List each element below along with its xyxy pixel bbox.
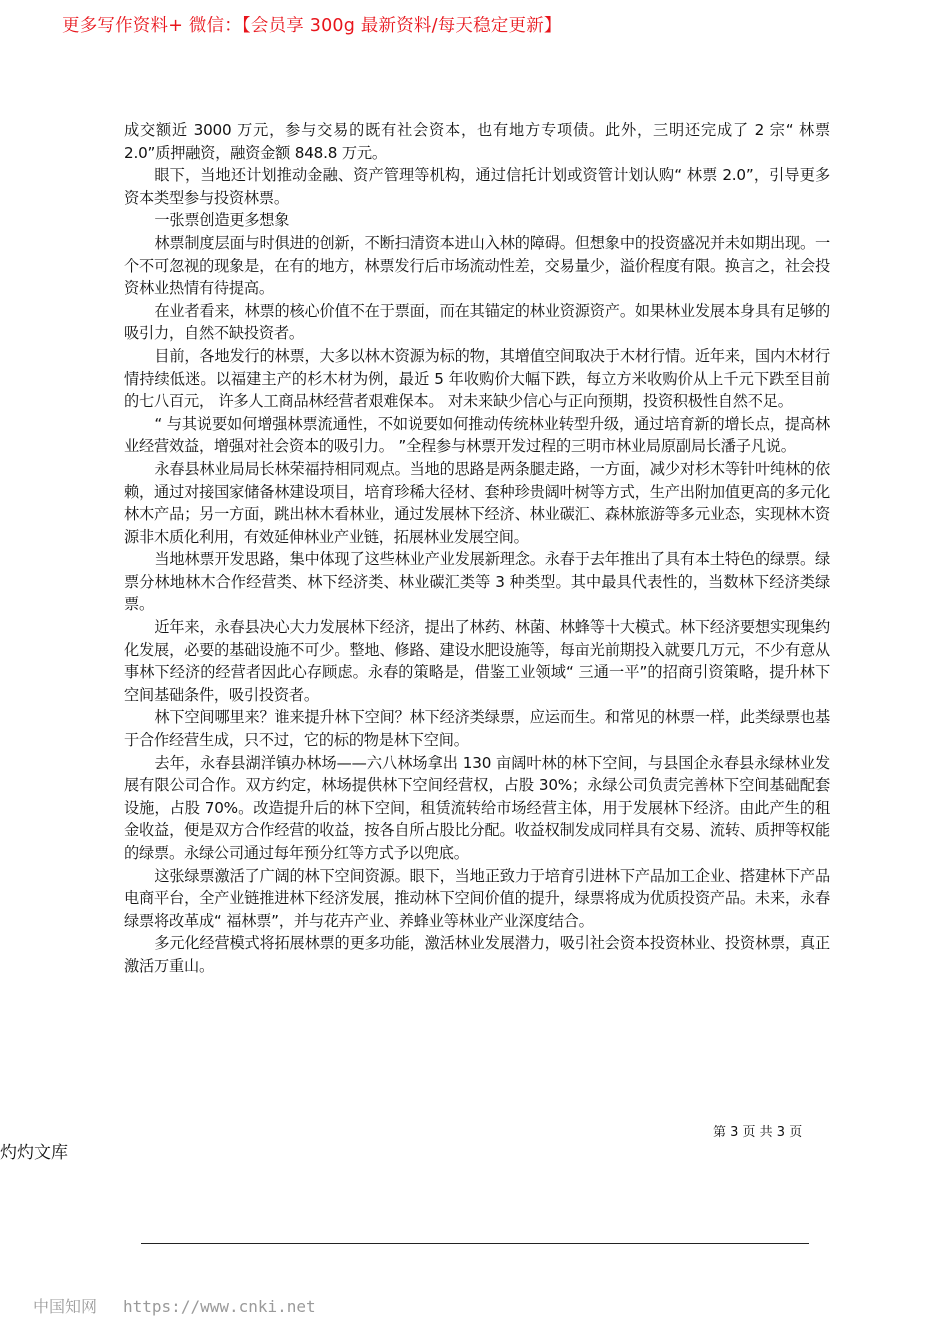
paragraph: 永春县林业局局长林荣福持相同观点。当地的思路是两条腿走路，一方面，减少对杉木等针叶纯林的依赖，通过对接国家储备林建设项目，培育珍稀大径材、套种珍贵阔叶树等方式，生产出附加值更高的多元化林木产品；另一方面，跳出林木看林业，通过发展林下经济、林业碳汇、森林旅游等多元业态，实现林木资源非木质化利用，有效延伸林业产业链，拓展林业发展空间。 — [124, 459, 830, 546]
section-heading: 一张票创造更多想象 — [154, 211, 290, 230]
page-indicator: 第 3 页 共 3 页 — [713, 1125, 803, 1140]
article-body — [124, 119, 830, 978]
paragraph: 这张绿票激活了广阔的林下空间资源。眼下，当地正致力于培育引进林下产品加工企业、搭建林下产品电商平台，全产业链推进林下经济发展，推动林下空间价值的提升，绿票将成为优质投资产品。未来，永春绿票将改革成“ 福林票”，并与花卉产业、养蜂业等林业产业深度结合。 — [124, 866, 830, 930]
library-name: 灼灼文库 — [0, 1143, 68, 1163]
paragraph: 多元化经营模式将拓展林票的更多功能，激活林业发展潜力，吸引社会资本投资林业、投资林票，真正激活万重山。 — [124, 934, 830, 975]
cnki-watermark — [33, 1294, 316, 1317]
paragraph: 眼下，当地还计划推动金融、资产管理等机构，通过信托计划或资管计划认购“ 林票 2.0”，引导更多资本类型参与投资林票。 — [124, 166, 830, 207]
paragraph: 成交额近 3000 万元，参与交易的既有社会资本，也有地方专项债。此外，三明还完成了 2 宗“ 林票 2.0”质押融资，融资金额 848.8 万元。 — [124, 121, 830, 162]
cnki-name: 中国知网 — [33, 1297, 98, 1316]
cnki-url: https://www.cnki.net — [123, 1297, 316, 1316]
promo-banner: 更多写作资料+ 微信：【会员享 300g 最新资料/每天稳定更新】 — [62, 16, 562, 36]
paragraph: 目前，各地发行的林票，大多以林木资源为标的物，其增值空间取决于木材行情。近年来，国内木材行情持续低迷。以福建主产的杉木材为例，最近 5 年收购价大幅下跌，每立方米收购价从上千元下跌至目前的七八百元， 许多人工商品林经营者艰难保本。 对未来缺少信心与正向预期，投资积极性自然不足。 — [124, 346, 830, 411]
paragraph: 林票制度层面与时俱进的创新，不断扫清资本进山入林的障碍。但想象中的投资盛况并未如期出现。一个不可忽视的现象是，在有的地方，林票发行后市场流动性差，交易量少，溢价程度有限。换言之，社会投资林业热情有待提高。 — [124, 233, 830, 298]
paragraph: 在业者看来，林票的核心价值不在于票面，而在其锚定的林业资源资产。如果林业发展本身具有足够的吸引力，自然不缺投资者。 — [124, 301, 830, 343]
footer-divider — [141, 1243, 809, 1244]
paragraph: 去年，永春县湖洋镇办林场——六八林场拿出 130 亩阔叶林的林下空间，与县国企永春县永绿林业发展有限公司合作。双方约定，林场提供林下空间经营权，占股 30%；永绿公司负责完善林下空间基础配套设施，占股 70%。改造提升后的林下空间，租赁流转给市场经营主体，用于发展林下经济。由此产生的租金收益，便是双方合作经营的收益，按各自所占股比分配。收益权制发成同样具有交易、流转、质押等权能的绿票。永绿公司通过每年预分红等方式予以兜底。 — [124, 753, 830, 862]
paragraph: 林下空间哪里来？谁来提升林下空间？林下经济类绿票，应运而生。和常见的林票一样，此类绿票也基于合作经营生成，只不过，它的标的物是林下空间。 — [124, 708, 830, 750]
paragraph: 近年来，永春县决心大力发展林下经济，提出了林药、林菌、林蜂等十大模式。林下经济要想实现集约化发展，必要的基础设施不可少。整地、修路、建设水肥设施等，每亩光前期投入就要几万元，不少有意从事林下经济的经营者因此心存顾虑。永春的策略是，借鉴工业领域“ 三通一平”的招商引资策略，提升林下空间基础条件，吸引投资者。 — [124, 618, 830, 704]
paragraph: 当地林票开发思路，集中体现了这些林业产业发展新理念。永春于去年推出了具有本土特色的绿票。绿票分林地林木合作经营类、林下经济类、林业碳汇类等 3 种类型。其中最具代表性的，当数林下经济类绿票。 — [124, 550, 830, 614]
paragraph: “ 与其说要如何增强林票流通性，不如说要如何推动传统林业转型升级，通过培育新的增长点，提高林业经营效益，增强对社会资本的吸引力。 ”全程参与林票开发过程的三明市林业局原副局长潘子凡说。 — [124, 414, 830, 456]
